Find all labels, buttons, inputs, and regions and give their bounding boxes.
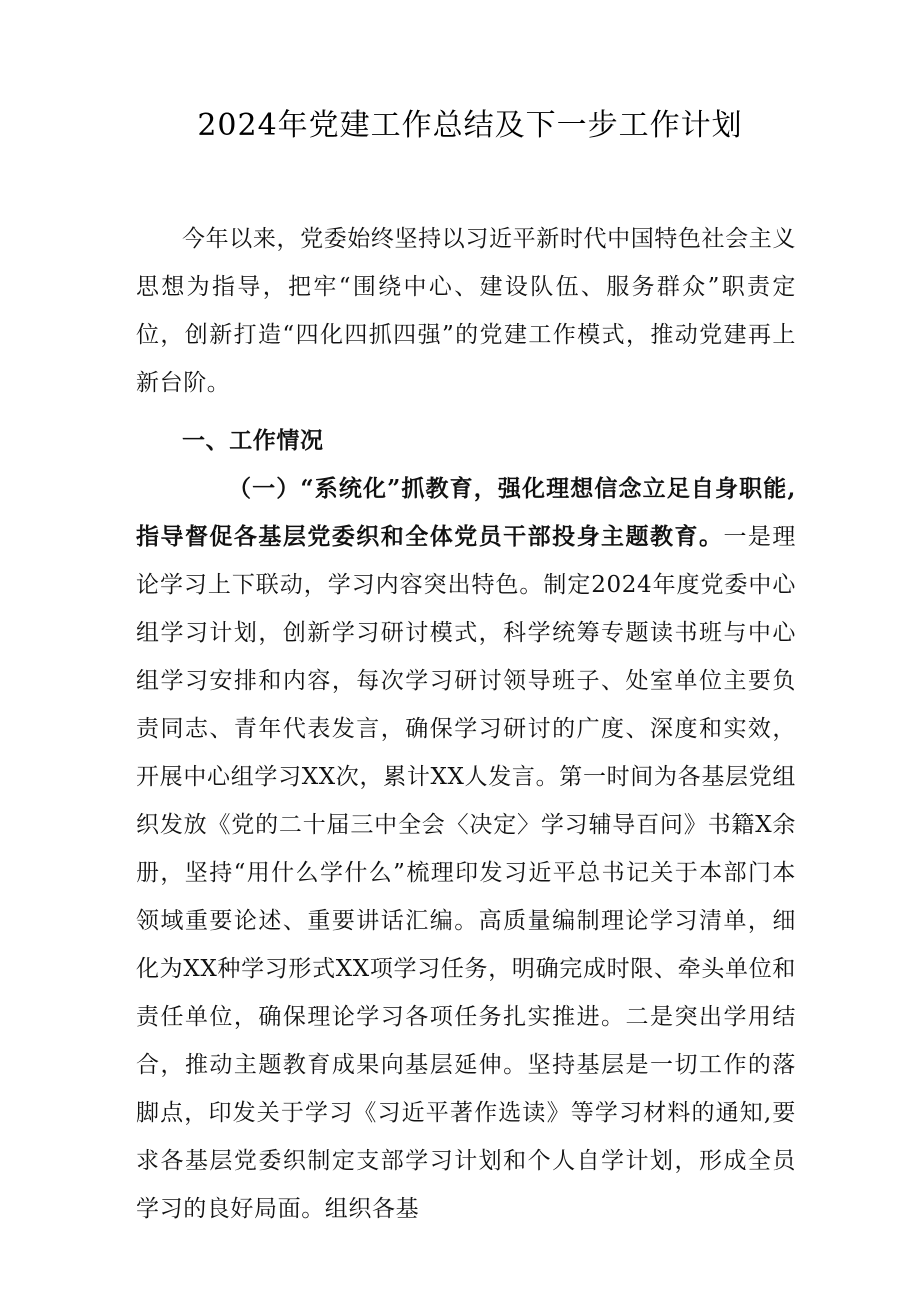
subsection-lead: （一）“系统化”抓教育，强化理想信念立足自身职能,指导督促各基层党委织和全体党员干部投身主题教育。 — [136, 475, 796, 550]
section-heading-work-status: 一、工作情况 — [182, 427, 324, 454]
subsection-text: 一是理论学习上下联动，学习内容突出特色。制定2024年度党委中心组学习计划，创新学习研讨模式，科学统筹专题读书班与中心组学习安排和内容，每次学习研讨领导班子、处室单位主要负责同志、青年代表发言，确保学习研讨的广度、深度和实效，开展中心组学习XX次，累计XX人发言。第一时间为各基层党组织发放《党的二十届三中全会〈决定〉学习辅导百问》书籍X余册，坚持“用什么学什么”梳理印发习近平总书记关于本部门本领域重要论述、重要讲话汇编。高质量编制理论学习清单，细化为XX种学习形式XX项学习任务，明确完成时限、牵头单位和责任单位，确保理论学习各项任务扎实推进。二是突出学用结合，推动主题教育成果向基层延伸。坚持基层是一切工作的落脚点，印发关于学习《习近平著作选读》等学习材料的通知,要求各基层党委织制定支部学习计划和个人自学计划，形成全员学习的良好局面。组织各基 — [136, 524, 796, 1222]
document-title: 2024年党建工作总结及下一步工作计划 — [197, 108, 743, 143]
intro-paragraph: 今年以来，党委始终坚持以习近平新时代中国特色社会主义思想为指导，把牢“围绕中心、建设队伍、服务群众”职责定位，创新打造“四化四抓四强”的党建工作模式，推动党建再上新台阶。 — [136, 226, 796, 396]
subsection-paragraph — [136, 465, 796, 1233]
document-body — [136, 215, 796, 1233]
